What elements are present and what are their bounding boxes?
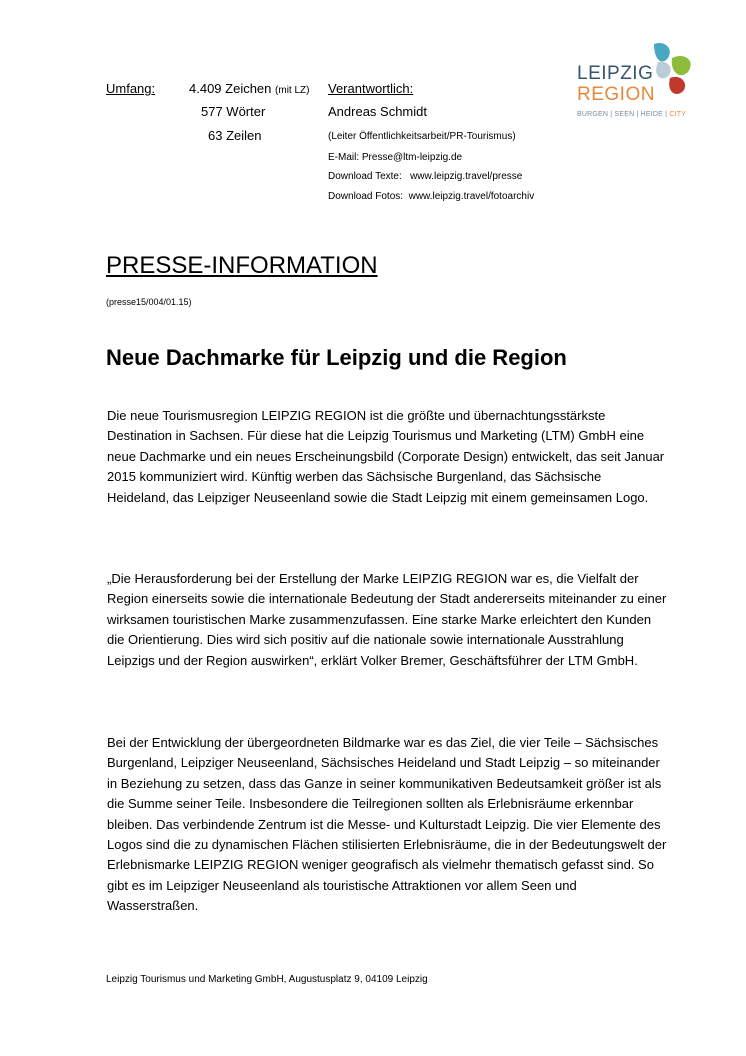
leipzig-region-logo xyxy=(576,38,700,128)
char-count-note: (mit LZ) xyxy=(275,85,310,96)
page-heading: PRESSE-INFORMATION xyxy=(106,252,378,279)
download-texts-link[interactable]: Download Texte: www.leipzig.travel/presse xyxy=(328,171,523,182)
logo-tagline xyxy=(577,111,686,118)
footer-address: Leipzig Tourismus und Marketing GmbH, Augustusplatz 9, 04109 Leipzig xyxy=(106,974,428,985)
char-count xyxy=(189,81,309,96)
download-photos-link[interactable]: Download Fotos: www.leipzig.travel/fotoarchiv xyxy=(328,191,535,202)
responsible-name: Andreas Schmidt xyxy=(328,104,427,119)
line-count: 63 Zeilen xyxy=(208,128,262,143)
paragraph-2: „Die Herausforderung bei der Erstellung der Marke LEIPZIG REGION war es, die Vielfalt der Region einerseits sowie die internationale Bedeutung der Stadt andererseits miteinander zu einer wirksamen touristischen Marke zusammenzufassen. Eine starke Marke erleichtert den Kunden die Orientierung. Dies wird sich positiv auf die nationale sowie internationale Ausstrahlung Leipzigs und der Region auswirken“, erklärt Volker Bremer, Geschäftsführer der LTM GmbH. xyxy=(107,571,667,668)
logo-tagline-city: CITY xyxy=(669,111,687,118)
article-title: Neue Dachmarke für Leipzig und die Region xyxy=(106,345,567,370)
paragraph-3: Bei der Entwicklung der übergeordneten Bildmarke war es das Ziel, die vier Teile – Sächsisches Burgenland, Leipziger Neuseenland, Sächsisches Heideland und Stadt Leipzig – so miteinander in Beziehung zu setzen, dass das Ganze in seiner kommunikativen Bedeutsamkeit größer ist als die Summe seiner Teile. Insbesondere die Teilregionen sollten als Erlebnisräume erkennbar bleiben. Das verbindende Zentrum ist die Messe- und Kulturstadt Leipzig. Die vier Elemente des Logos sind die zu dynamischen Flächen stilisierten Erlebnisräume, die in der Bedeutungswelt der Erlebnismarke LEIPZIG REGION weniger geografisch als vielmehr thematisch gefasst sind. So gibt es im Leipziger Neuseenland als touristische Attraktionen vor allem Seen und Wasserstraßen. xyxy=(107,735,667,914)
responsible-label: Verantwortlich: xyxy=(328,81,414,96)
logo-line-1: LEIPZIG xyxy=(577,63,654,84)
umfang-label: Umfang: xyxy=(106,81,156,96)
reference-number: (presse15/004/01.15) xyxy=(106,297,192,307)
word-count: 577 Wörter xyxy=(201,104,266,119)
paragraph-1: Die neue Tourismusregion LEIPZIG REGION ist die größte und übernachtungsstärkste Destination in Sachsen. Für diese hat die Leipzig Tourismus und Marketing (LTM) GmbH eine neue Dachmarke und ein neues Erscheinungsbild (Corporate Design) entwickelt, das seit Januar 2015 kommuniziert wird. Künftig werben das Sächsische Burgenland, das Sächsische Heideland, das Leipziger Neuseenland sowie die Stadt Leipzig mit einem gemeinsamen Logo. xyxy=(107,408,665,505)
logo-line-2: REGION xyxy=(577,84,655,105)
char-count-value: 4.409 Zeichen xyxy=(189,81,272,96)
responsible-role: (Leiter Öffentlichkeitsarbeit/PR-Tourismus) xyxy=(328,131,516,142)
logo-tagline-main: BURGEN | SEEN | HEIDE | xyxy=(577,111,670,118)
contact-email[interactable]: E-Mail: Presse@ltm-leipzig.de xyxy=(328,152,463,163)
